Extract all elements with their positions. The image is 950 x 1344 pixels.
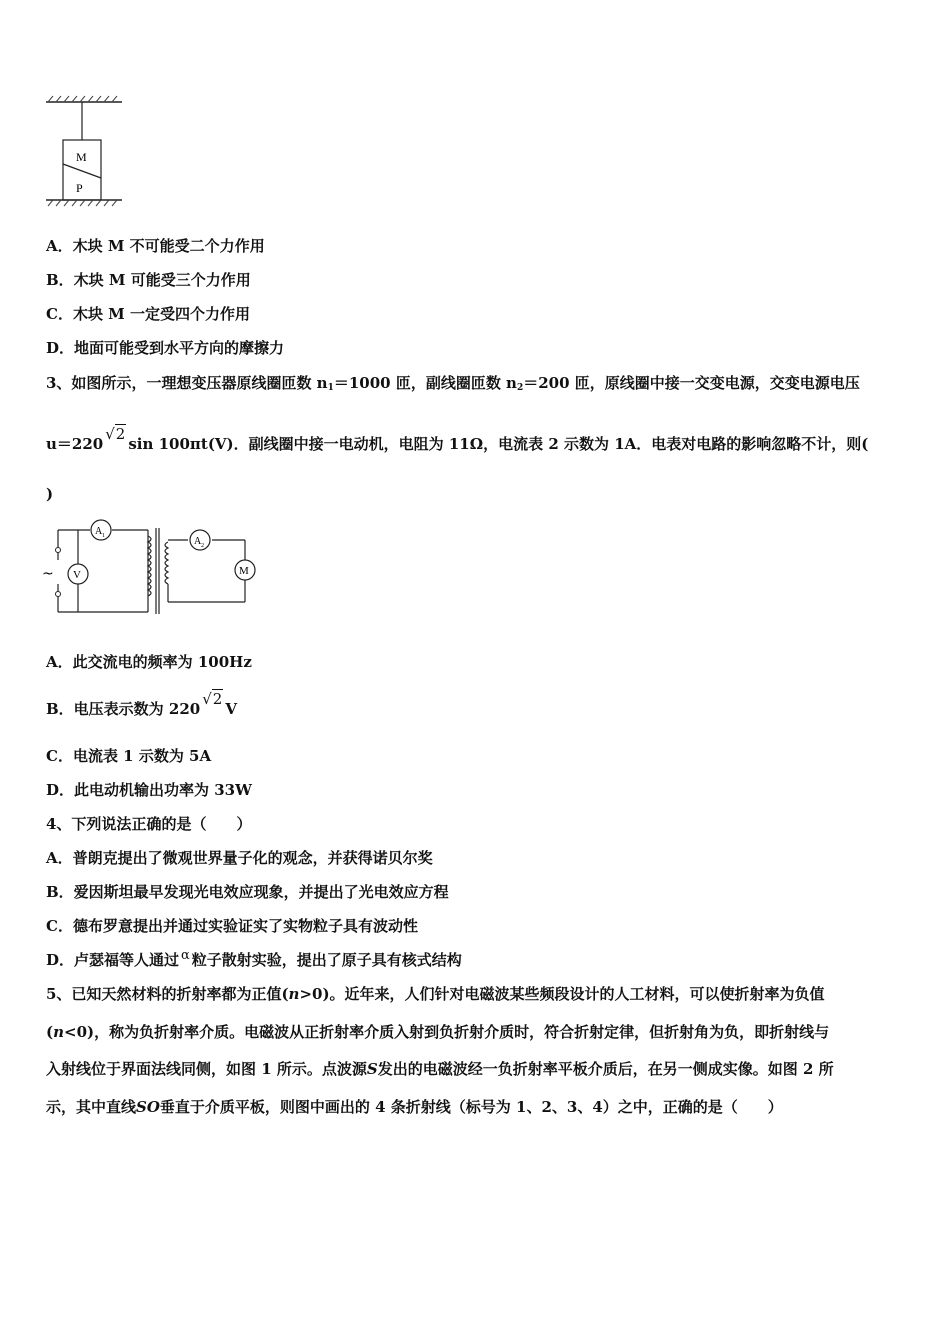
q4-option-a: A．普朗克提出了微观世界量子化的观念，并获得诺贝尔奖 — [46, 849, 433, 867]
q4-option-c: C．德布罗意提出并通过实验证实了实物粒子具有波动性 — [46, 917, 418, 935]
label-m: M — [76, 150, 87, 164]
q2-option-d: D．地面可能受到水平方向的摩擦力 — [46, 339, 285, 357]
q4-text: 粒子散射实验，提出了原子具有核式结构 — [191, 951, 462, 969]
figure-transformer-circuit — [40, 514, 270, 618]
q4-stem: 4、下列说法正确的是（ ） — [46, 815, 252, 833]
q5-line1 — [46, 984, 825, 1004]
q2-option-c: C．木块 M 一定受四个力作用 — [46, 305, 250, 323]
q3-text: ＝1000 匝，副线圈匝数 n — [333, 374, 517, 392]
q5-text: 发出的电磁波经一负折射率平板介质后，在另一侧成实像。如图 2 所 — [377, 1060, 834, 1078]
ground-hatch — [48, 200, 117, 206]
label-p: P — [76, 181, 83, 195]
q5-text: 5、已知天然材料的折射率都为正值( — [46, 985, 289, 1003]
q5-text: 示，其中直线 — [46, 1098, 137, 1116]
q3-option-a: A．此交流电的频率为 100Hz — [46, 653, 252, 671]
q5-text: ( — [46, 1023, 54, 1041]
q3-stem-line1 — [46, 373, 860, 398]
q2-option-a: A．木块 M 不可能受二个力作用 — [46, 237, 265, 255]
q2-option-b: B．木块 M 可能受三个力作用 — [46, 271, 251, 289]
q4-option-b: B．爱因斯坦最早发现光电效应现象，并提出了光电效应方程 — [46, 883, 449, 901]
q5-line2 — [46, 1022, 829, 1042]
q3-text: 3、如图所示，一理想变压器原线圈匝数 n — [46, 374, 328, 392]
q5-text: <0)，称为负折射率介质。电磁波从正折射率介质入射到负折射介质时，符合折射定律，但折射角为负，即折射线与 — [64, 1023, 830, 1041]
q5-var: n — [288, 985, 300, 1003]
ac-source-symbol: ~ — [42, 566, 54, 582]
q3-text: B．电压表示数为 220 — [46, 700, 201, 718]
q5-text: >0)。近年来，人们针对电磁波某些频段设计的人工材料，可以使折射率为负值 — [299, 985, 825, 1003]
voltmeter-label: V — [73, 569, 81, 581]
sqrt-symbol: √2 — [105, 425, 126, 443]
q5-var: n — [53, 1023, 65, 1041]
q3-stem-line3: ) — [46, 485, 54, 503]
ammeter-2-sub: 2 — [201, 543, 204, 549]
q5-line4 — [46, 1097, 783, 1117]
terminal-bottom — [56, 592, 61, 597]
q3-sub: 1 — [327, 383, 334, 393]
q3-option-c: C．电流表 1 示数为 5A — [46, 747, 212, 765]
block-diagram — [40, 92, 130, 212]
figure-block-mp — [40, 92, 130, 212]
q5-text: 入射线位于界面法线同侧，如图 1 所示。点波源 — [46, 1060, 367, 1078]
q5-text: 垂直于介质平板，则图中画出的 4 条折射线（标号为 1、2、3、4）之中，正确的是（ ） — [159, 1098, 783, 1116]
circuit-diagram — [40, 514, 270, 618]
q3-text: V — [225, 700, 237, 718]
alpha-symbol: α — [181, 948, 190, 963]
q3-stem-line2 — [46, 425, 869, 454]
q5-var: S — [366, 1060, 378, 1078]
q3-text: sin 100πt(V)．副线圈中接一电动机，电阻为 11Ω，电流表 2 示数为 1A．电表对电路的影响忽略不计，则( — [128, 435, 869, 453]
q3-text: ＝200 匝，原线圈中接一交变电源，交变电源电压 — [523, 374, 860, 392]
incline-line — [63, 164, 101, 178]
q5-line3 — [46, 1059, 834, 1079]
sqrt-symbol: √2 — [202, 690, 223, 708]
q3-option-b — [46, 690, 237, 719]
ceiling-hatch — [48, 96, 117, 102]
motor-label: M — [239, 565, 249, 577]
q5-var: SO — [136, 1098, 160, 1116]
terminal-top — [56, 548, 61, 553]
q4-option-d — [46, 950, 462, 972]
q4-text: D．卢瑟福等人通过 — [46, 951, 180, 969]
ammeter-1-label: A — [95, 526, 103, 537]
q3-option-d: D．此电动机输出功率为 33W — [46, 781, 252, 799]
q3-text: u＝220 — [46, 435, 104, 453]
ammeter-2-label: A — [194, 536, 202, 547]
ammeter-1-sub: 1 — [102, 533, 105, 539]
q3-sub: 2 — [516, 383, 524, 393]
